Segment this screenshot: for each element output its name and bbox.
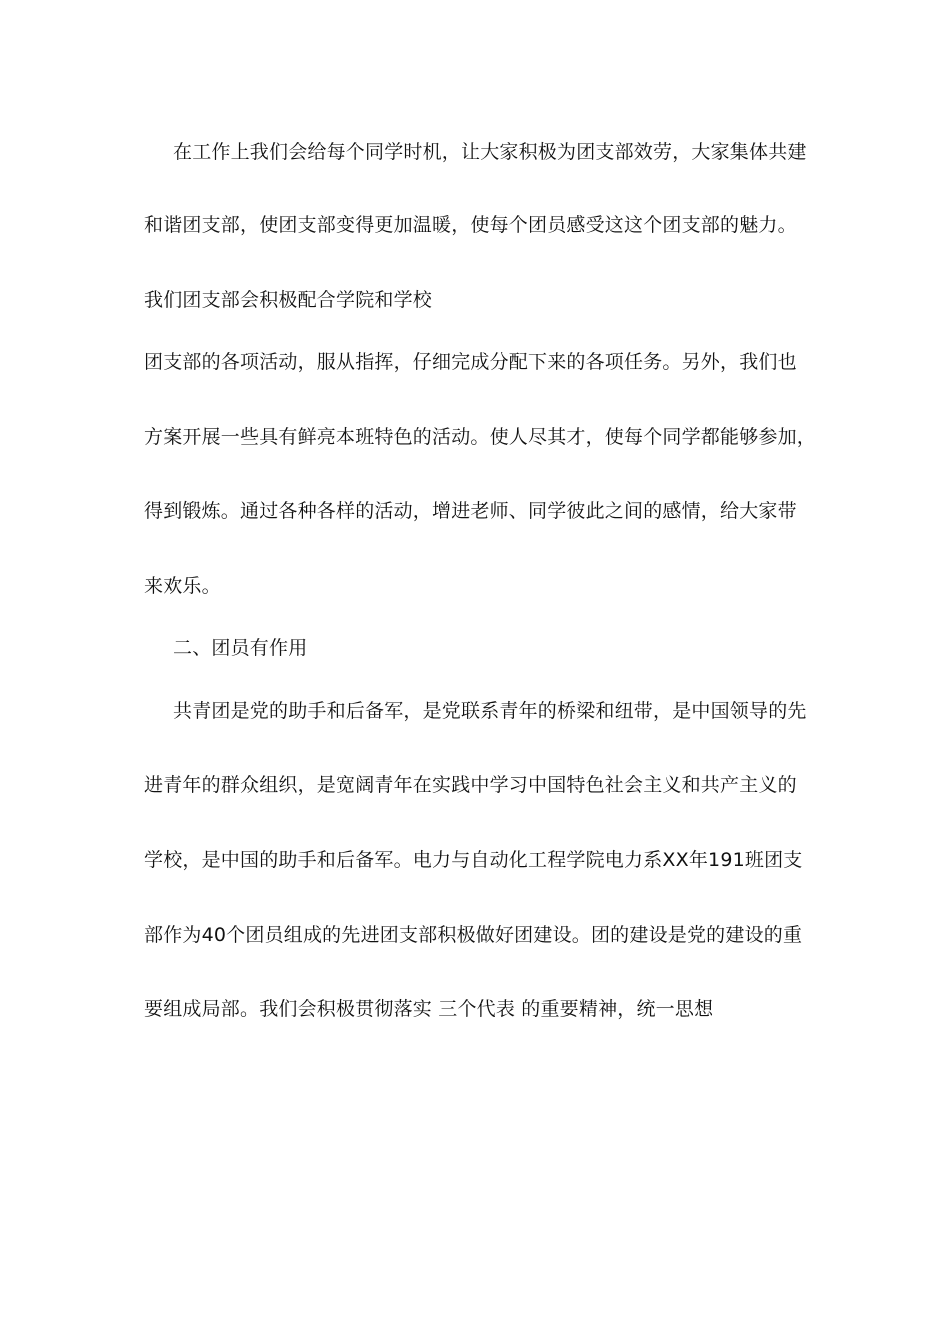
- paragraph-line: 得到锻炼。通过各种各样的活动，增进老师、同学彼此之间的感情，给大家带: [144, 500, 797, 522]
- paragraph-line: 方案开展一些具有鲜亮本班特色的活动。使人尽其才，使每个同学都能够参加，: [144, 426, 817, 448]
- paragraph-line: 共青团是党的助手和后备军，是党联系青年的桥梁和纽带，是中国领导的先: [173, 700, 807, 722]
- paragraph-line: 和谐团支部，使团支部变得更加温暖，使每个团员感受这这个团支部的魅力。: [144, 214, 797, 236]
- paragraph-line: 要组成局部。我们会积极贯彻落实 三个代表 的重要精神，统一思想: [144, 998, 714, 1020]
- paragraph-line: 进青年的群众组织，是宽阔青年在实践中学习中国特色社会主义和共产主义的: [144, 774, 797, 796]
- paragraph-line: 部作为40个团员组成的先进团支部积极做好团建设。团的建设是党的建设的重: [144, 924, 803, 946]
- paragraph-line: 团支部的各项活动，服从指挥，仔细完成分配下来的各项任务。另外，我们也: [144, 351, 797, 373]
- paragraph-line: 在工作上我们会给每个同学时机，让大家积极为团支部效劳，大家集体共建: [173, 141, 807, 163]
- paragraph-line: 我们团支部会积极配合学院和学校: [144, 289, 433, 311]
- section-heading: 二、团员有作用: [173, 637, 308, 659]
- paragraph-line: 来欢乐。: [144, 575, 221, 597]
- paragraph-line: 学校，是中国的助手和后备军。电力与自动化工程学院电力系XX年191班团支: [144, 849, 803, 871]
